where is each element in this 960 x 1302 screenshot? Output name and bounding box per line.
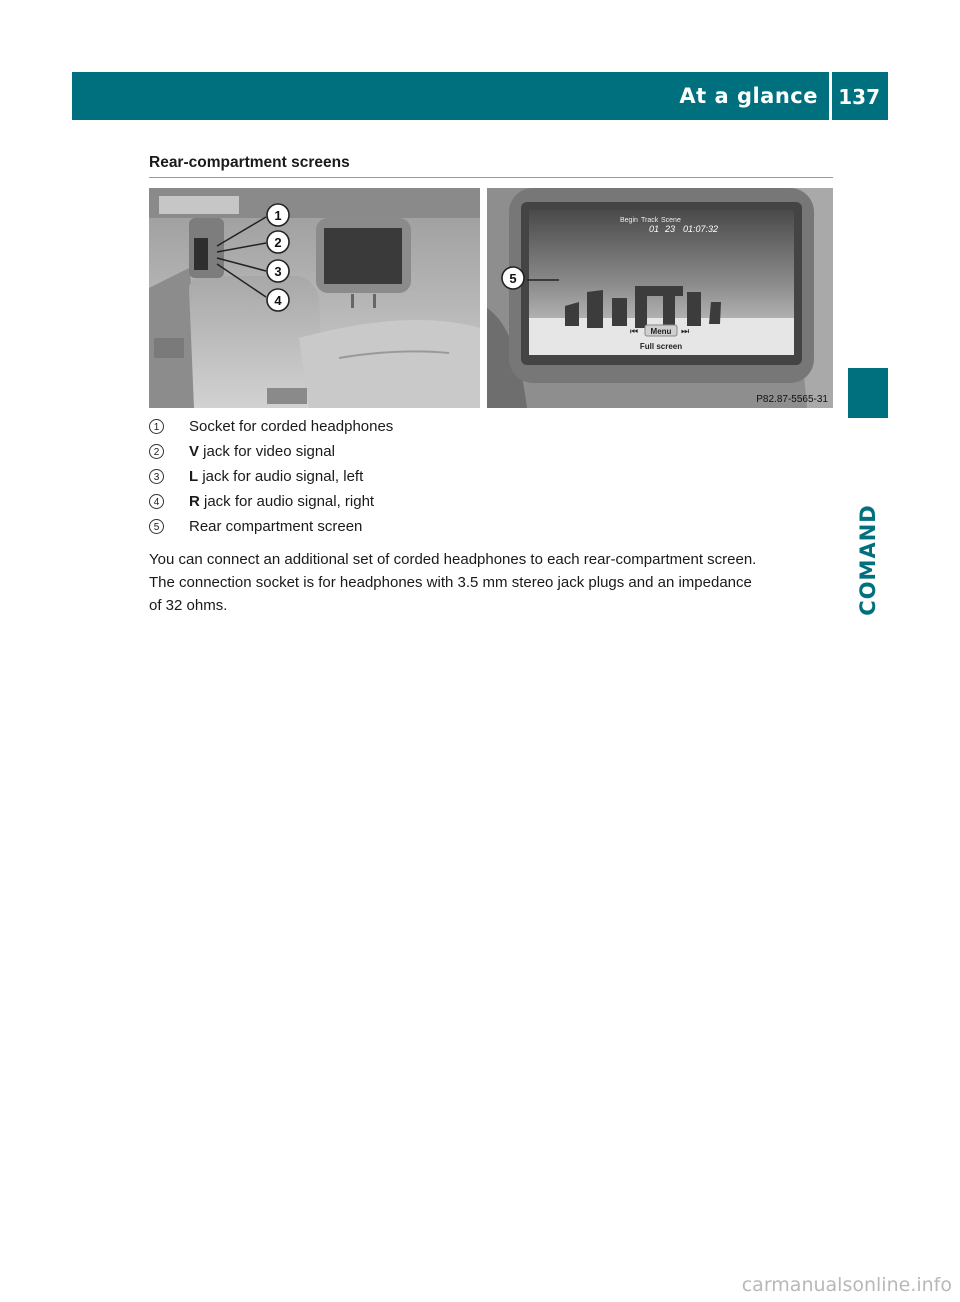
skip-forward-icon: ⏭ — [681, 326, 690, 336]
callout-5 — [502, 267, 524, 289]
screen-begin-label: Begin — [620, 217, 638, 224]
legend-item-5 — [149, 517, 839, 542]
screen-mode-label: Full screen — [639, 342, 683, 351]
page-number: 137 — [838, 85, 880, 109]
rear-screen-photo — [487, 188, 833, 408]
section-divider — [149, 177, 833, 178]
screen-scene-label: Scene — [661, 217, 681, 224]
header-title: At a glance — [679, 84, 818, 108]
paragraph-line-3: of 32 ohms. — [149, 597, 228, 614]
legend-item-3 — [149, 467, 839, 492]
legend-text-2: V jack for video signal — [189, 443, 335, 460]
screen-menu-label: Menu — [650, 327, 672, 336]
svg-text:3: 3 — [274, 264, 282, 279]
callout-1 — [267, 204, 289, 226]
page-header — [72, 72, 888, 120]
legend-number-1: 1 — [149, 419, 164, 434]
paragraph-line-2: The connection socket is for headphones with 3.5 mm stereo jack plugs and an impedance — [149, 574, 752, 591]
site-watermark: carmanualsonline.info — [741, 1274, 952, 1296]
legend-text-4: R jack for audio signal, right — [189, 493, 375, 510]
side-tab-text: COMAND — [856, 504, 880, 616]
rear-seats-photo — [149, 188, 480, 408]
paragraph-line-1: You can connect an additional set of corded headphones to each rear-compartment screen. — [149, 551, 757, 568]
figure-legend — [149, 417, 839, 542]
header-divider — [829, 72, 832, 120]
screen-scene-value: 23 — [665, 224, 676, 234]
svg-text:4: 4 — [274, 293, 282, 308]
legend-number-3: 3 — [149, 469, 164, 484]
legend-item-2 — [149, 442, 839, 467]
body-paragraph — [149, 548, 839, 617]
svg-text:1: 1 — [274, 208, 282, 223]
figure-reference-code: P82.87-5565-31 — [756, 394, 828, 405]
legend-number-2: 2 — [149, 444, 164, 459]
screen-track-value: 01 — [649, 224, 660, 234]
legend-item-4 — [149, 492, 839, 517]
legend-text-5: Rear compartment screen — [189, 518, 363, 535]
skip-back-icon: ⏮ — [630, 326, 639, 336]
legend-text-3: L jack for audio signal, left — [189, 468, 364, 485]
legend-item-1 — [149, 417, 839, 442]
svg-text:5: 5 — [509, 271, 517, 286]
legend-number-4: 4 — [149, 494, 164, 509]
callout-2 — [267, 231, 289, 253]
section-title: Rear-compartment screens — [149, 154, 350, 171]
legend-text-1: Socket for corded headphones — [189, 418, 394, 435]
screen-track-label: Track — [641, 217, 659, 224]
callout-3 — [267, 260, 289, 282]
screen-time-value: 01:07:32 — [683, 224, 719, 234]
svg-text:2: 2 — [274, 235, 282, 250]
legend-number-5: 5 — [149, 519, 164, 534]
side-tab-marker — [848, 368, 888, 418]
callout-4 — [267, 289, 289, 311]
